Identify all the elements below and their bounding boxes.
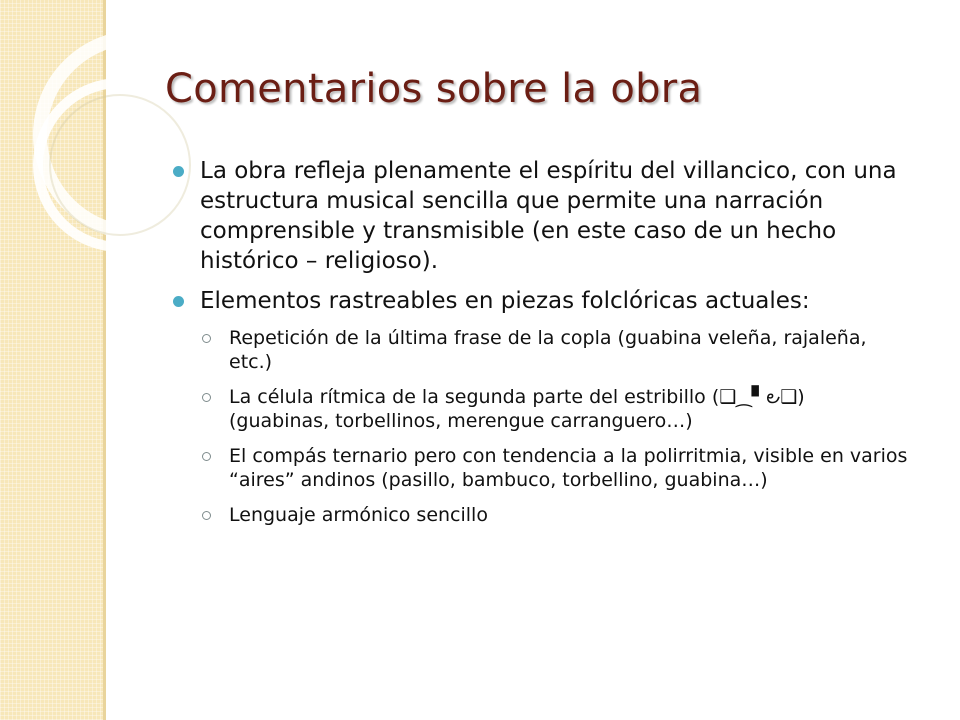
decorative-sidebar [0, 0, 103, 720]
slide-title: Comentarios sobre la obra [165, 66, 703, 112]
bullet-text: La obra refleja plenamente el espíritu del villancico, con una estructura musical sencilla que permite una narración comprensible y transmisible (en este caso de un hecho histórico – religioso). [200, 158, 897, 274]
ring-bullet-icon [202, 452, 211, 461]
sub-bullet-item [170, 444, 910, 492]
sidebar-edge [103, 0, 106, 720]
sub-bullet-text: Lenguaje armónico sencillo [229, 504, 488, 526]
ring-bullet-icon [202, 511, 211, 520]
sub-list [170, 326, 910, 527]
sub-bullet-item [170, 385, 910, 433]
slide-content [170, 156, 910, 538]
sub-bullet-text-after: ) (guabinas, torbellinos, merengue carranguero…) [229, 386, 805, 432]
sub-bullet-text: Repetición de la última frase de la copla (guabina veleña, rajaleña, etc.) [229, 327, 867, 373]
rhythm-notation-icon: ❑⁔▘౿❑ [719, 386, 798, 408]
ring-bullet-icon [202, 334, 211, 343]
sub-bullet-item [170, 503, 910, 527]
bullet-dot-icon [173, 166, 184, 177]
bullet-dot-icon [173, 296, 184, 307]
bullet-item [170, 156, 910, 276]
bullet-item [170, 286, 910, 316]
bullet-text: Elementos rastreables en piezas folclóricas actuales: [200, 288, 810, 314]
sub-bullet-item [170, 326, 910, 374]
sub-bullet-text: El compás ternario pero con tendencia a la polirritmia, visible en varios “aires” andinos (pasillo, bambuco, torbellino, guabina…) [229, 445, 908, 491]
sub-bullet-text-before: La célula rítmica de la segunda parte del estribillo ( [229, 386, 720, 408]
ring-bullet-icon [202, 393, 211, 402]
